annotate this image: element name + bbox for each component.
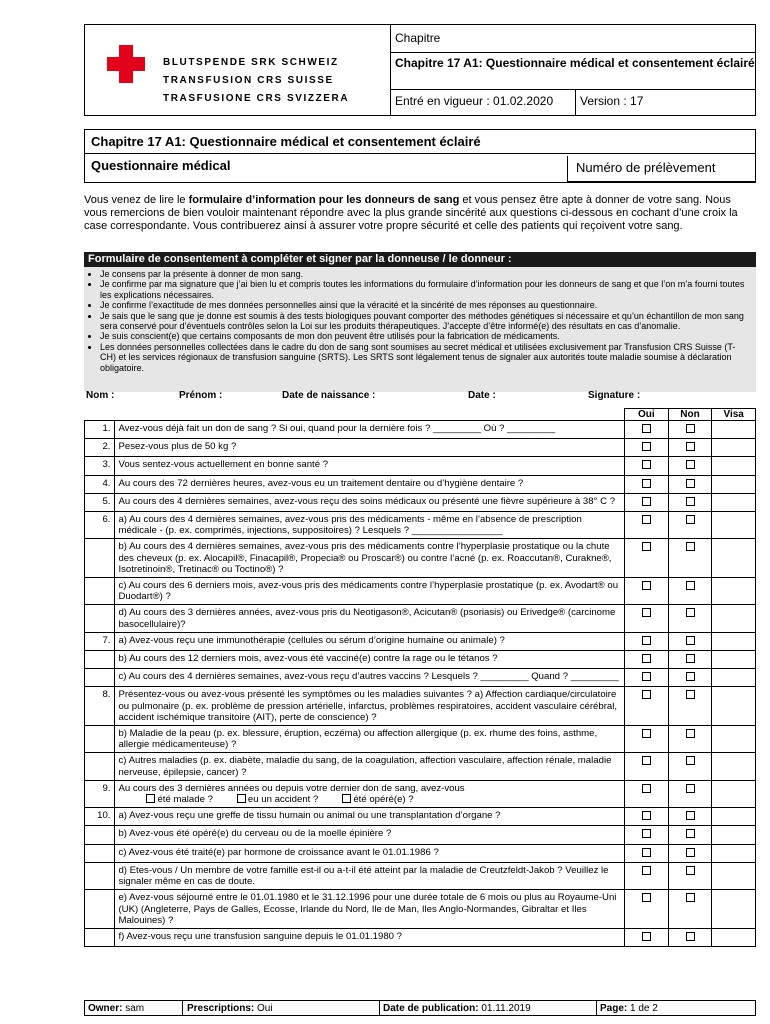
consent-item: • Je suis conscient(e) que certains composants de mon don peuvent être utilisés pour la fabrication de médicaments. [100, 331, 750, 341]
checkbox-non[interactable] [686, 497, 695, 506]
table-row [85, 605, 756, 632]
checkbox-non[interactable] [686, 479, 695, 488]
answer-visa-cell[interactable] [712, 493, 756, 511]
answer-visa-cell[interactable] [712, 844, 756, 862]
question-text [115, 578, 625, 605]
questionnaire-table [84, 408, 756, 947]
page-title: Chapitre 17 A1: Questionnaire médical et consentement éclairé [85, 130, 755, 154]
table-row [85, 475, 756, 493]
answer-oui-cell [625, 457, 669, 475]
checkbox-oui[interactable] [642, 848, 651, 857]
answer-visa-cell[interactable] [712, 687, 756, 726]
answer-oui-cell [625, 578, 669, 605]
prescriptions-label: Prescriptions: [187, 1003, 255, 1014]
intro-before: Vous venez de lire le [84, 194, 189, 206]
answer-oui-cell [625, 780, 669, 807]
table-row [85, 632, 756, 650]
intro-after: et vous pensez être apte à donner de votre sang. Nous vous remercions de bien vouloir maintenant répondre avec la plus grande sincérité aux questions ci-dessous en cochant d’une croix la case correspondante. Vous contribuerez ainsi à assurer votre propre sécurité et celle des patients qui reçoivent votre sang. [84, 194, 738, 232]
intro-bold: formulaire d’information pour les donneurs de sang [188, 194, 460, 206]
answer-oui-cell [625, 605, 669, 632]
question-text [115, 439, 625, 457]
checkbox-non[interactable] [686, 829, 695, 838]
question-number: 2. [85, 439, 115, 457]
option-label: été opéré(e) ? [353, 794, 414, 806]
checkbox-non[interactable] [686, 690, 695, 699]
question-text [115, 512, 625, 539]
question-number [85, 928, 115, 946]
question-number [85, 669, 115, 687]
chapter-label: Chapitre [395, 31, 441, 45]
answer-visa-cell[interactable] [712, 632, 756, 650]
answer-oui-cell [625, 493, 669, 511]
consent-body [84, 267, 756, 392]
question-text [115, 826, 625, 844]
answer-visa-cell[interactable] [712, 726, 756, 753]
page-value: 1 de 2 [630, 1003, 658, 1014]
owner-value: sam [125, 1003, 145, 1014]
answer-non-cell [668, 439, 712, 457]
table-row [85, 890, 756, 929]
answer-non-cell [668, 512, 712, 539]
table-row [85, 687, 756, 726]
question-text [115, 669, 625, 687]
question-text-content: Au cours des 3 dernières années ou depuis votre dernier don de sang, avez-vous [118, 782, 465, 794]
answer-visa-cell[interactable] [712, 753, 756, 780]
option-label: eu un accident ? [247, 794, 319, 806]
question-text [115, 475, 625, 493]
question-text [115, 605, 625, 632]
answer-non-cell [668, 605, 712, 632]
answer-non-cell [668, 457, 712, 475]
checkbox-non[interactable] [686, 729, 695, 738]
consent-item: • Je consens par la présente à donner de mon sang. [100, 269, 750, 279]
checkbox-oui[interactable] [642, 497, 651, 506]
question-text-content: b) Avez-vous été opéré(e) du cerveau ou de la moelle épinière ? [118, 828, 392, 840]
checkbox-non[interactable] [686, 848, 695, 857]
page-label: Page: [600, 1003, 628, 1014]
question-text-content: d) Etes-vous / Un membre de votre famille est-il ou a-t-il été atteint par la maladie de Creutzfeldt-Jakob ? Veuillez le signaler même en cas de doute. [118, 864, 609, 888]
document-footer [84, 1000, 756, 1016]
answer-visa-cell[interactable] [712, 605, 756, 632]
checkbox-oui[interactable] [642, 829, 651, 838]
checkbox-non[interactable] [686, 672, 695, 681]
answer-oui-cell [625, 753, 669, 780]
question-text-content: a) Avez-vous reçu une immunothérapie (cellules ou sérum d’origine humaine ou animale) ? [118, 634, 505, 646]
question-text [115, 808, 625, 826]
question-text-content: c) Avez-vous été traité(e) par hormone de croissance avant le 01.01.1986 ? [118, 846, 439, 858]
question-number: 3. [85, 457, 115, 475]
table-row [85, 862, 756, 889]
col-visa: Visa [712, 409, 756, 421]
checkbox-oui[interactable] [642, 756, 651, 765]
answer-oui-cell [625, 475, 669, 493]
checkbox-oui[interactable] [642, 672, 651, 681]
sample-number-field[interactable]: Numéro de prélèvement [567, 156, 755, 182]
question-number: 8. [85, 687, 115, 726]
question-text [115, 651, 625, 669]
question-number [85, 844, 115, 862]
version: Version : 17 [580, 94, 644, 108]
answer-oui-cell [625, 421, 669, 439]
answer-visa-cell[interactable] [712, 890, 756, 929]
question-text-content: Au cours des 72 dernières heures, avez-vous eu un traitement dentaire ou d’hygiène dentaire ? [118, 477, 524, 489]
question-text [115, 457, 625, 475]
table-row [85, 421, 756, 439]
answer-visa-cell[interactable] [712, 862, 756, 889]
answer-non-cell [668, 780, 712, 807]
table-row [85, 539, 756, 578]
question-text-content: f) Avez-vous reçu une transfusion sanguine depuis le 01.01.1980 ? [118, 930, 403, 942]
col-non: Non [668, 409, 712, 421]
answer-non-cell [668, 687, 712, 726]
question-number: 9. [85, 780, 115, 807]
answer-visa-cell[interactable] [712, 826, 756, 844]
question-text-content: Vous sentez-vous actuellement en bonne santé ? [118, 459, 329, 471]
answer-oui-cell [625, 539, 669, 578]
answer-visa-cell[interactable] [712, 651, 756, 669]
field-prenom[interactable]: Prénom : [179, 390, 223, 401]
checkbox[interactable] [342, 794, 351, 803]
question-text [115, 539, 625, 578]
table-row [85, 457, 756, 475]
document-header [84, 24, 756, 116]
answer-oui-cell [625, 808, 669, 826]
checkbox-oui[interactable] [642, 424, 651, 433]
answer-visa-cell[interactable] [712, 669, 756, 687]
answer-oui-cell [625, 669, 669, 687]
question-text [115, 632, 625, 650]
pub-label: Date de publication: [383, 1003, 479, 1014]
question-text-content: a) Au cours des 4 dernières semaines, avez-vous pris des médicaments - même en l’absence de prescription médicale - (p. ex. comprimés, injections, suppositoires) ? Lesquels ? _________________ [118, 514, 582, 537]
answer-visa-cell[interactable] [712, 578, 756, 605]
org-line-2: TRANSFUSION CRS SUISSE [163, 75, 334, 86]
answer-visa-cell[interactable] [712, 512, 756, 539]
checkbox-oui[interactable] [642, 542, 651, 551]
question-text [115, 844, 625, 862]
checkbox-oui[interactable] [642, 893, 651, 902]
checkbox-non[interactable] [686, 932, 695, 941]
question-number [85, 651, 115, 669]
org-line-3: TRASFUSIONE CRS SVIZZERA [163, 93, 350, 104]
checkbox-non[interactable] [686, 581, 695, 590]
logo-area [85, 25, 391, 115]
checkbox-non[interactable] [686, 811, 695, 820]
question-text-content: c) Au cours des 4 dernières semaines, avez-vous reçu d’autres vaccins ? Lesquels ? _________ Quand ? _________ [118, 671, 619, 683]
checkbox-oui[interactable] [642, 932, 651, 941]
question-text-content: b) Maladie de la peau (p. ex. blessure, éruption, eczéma) ou affection allergique (p. ex. rhume des foins, asthme, allergie médicamenteuse) ? [118, 728, 598, 751]
checkbox-oui[interactable] [642, 515, 651, 524]
question-text [115, 890, 625, 929]
red-cross-icon [107, 45, 145, 83]
question-number: 10. [85, 808, 115, 826]
answer-non-cell [668, 726, 712, 753]
checkbox-oui[interactable] [642, 442, 651, 451]
checkbox-non[interactable] [686, 654, 695, 663]
answer-oui-cell [625, 439, 669, 457]
checkbox[interactable] [237, 794, 246, 803]
answer-visa-cell[interactable] [712, 539, 756, 578]
question-number: 6. [85, 512, 115, 539]
question-text [115, 421, 625, 439]
answer-visa-cell[interactable] [712, 439, 756, 457]
table-row [85, 493, 756, 511]
answer-non-cell [668, 808, 712, 826]
intro-text [84, 194, 756, 233]
question-number: 4. [85, 475, 115, 493]
answer-visa-cell[interactable] [712, 928, 756, 946]
table-row [85, 651, 756, 669]
org-line-1: BLUTSPENDE SRK SCHWEIZ [163, 57, 339, 68]
question-text-content: c) Au cours des 6 derniers mois, avez-vous pris des médicaments contre l’hyperplasie prostatique (p. ex. Avodart® ou Duodart®) ? [118, 580, 619, 603]
question-number [85, 862, 115, 889]
prescriptions-value: Oui [257, 1003, 273, 1014]
effective-date: Entré en vigueur : 01.02.2020 [395, 94, 554, 108]
question-text [115, 928, 625, 946]
checkbox-oui[interactable] [642, 479, 651, 488]
checkbox-non[interactable] [686, 442, 695, 451]
answer-non-cell [668, 493, 712, 511]
question-number: 7. [85, 632, 115, 650]
answer-oui-cell [625, 632, 669, 650]
question-number [85, 605, 115, 632]
checkbox-non[interactable] [686, 515, 695, 524]
question-number: 5. [85, 493, 115, 511]
table-row [85, 578, 756, 605]
table-row [85, 512, 756, 539]
checkbox-non[interactable] [686, 893, 695, 902]
table-row [85, 753, 756, 780]
answer-visa-cell[interactable] [712, 780, 756, 807]
page-subtitle: Questionnaire médical [91, 158, 231, 173]
question-text [115, 687, 625, 726]
field-date[interactable]: Date : [468, 390, 496, 401]
answer-oui-cell [625, 512, 669, 539]
table-row [85, 808, 756, 826]
question-number: 1. [85, 421, 115, 439]
question-number [85, 753, 115, 780]
answer-non-cell [668, 862, 712, 889]
consent-item: • Les données personnelles collectées dans le cadre du don de sang sont soumises au secret médical et utilisées exclusivement par Transfusion CRS Suisse (T-CH) et les services régionaux de transfusion sanguine (SRTS). Les SRTS sont légalement tenus de signaler aux autorités toute maladie soumise à déclaration obligatoire. [100, 342, 750, 373]
answer-non-cell [668, 421, 712, 439]
question-text-content: b) Au cours des 4 dernières semaines, avez-vous pris des médicaments contre l’hyperplasie prostatique ou la chute des cheveux (p. ex. Alocapil®, Finacapil®, Propecia® ou Proscar®) ou contre l’acné (p. ex. Roaccutan®, Curakne®, Isotretinoin®, Tretinac® ou Toctino®) ? [118, 541, 612, 575]
question-number [85, 539, 115, 578]
checkbox-oui[interactable] [642, 784, 651, 793]
checkbox-non[interactable] [686, 424, 695, 433]
col-oui: Oui [625, 409, 669, 421]
question-text-content: c) Autres maladies (p. ex. diabète, maladie du sang, de la coagulation, affection vasculaire, affection rénale, maladie nerveuse, épilepsie, cancer) ? [118, 755, 612, 778]
answer-visa-cell[interactable] [712, 475, 756, 493]
table-row [85, 928, 756, 946]
question-text [115, 753, 625, 780]
question-text [115, 726, 625, 753]
answer-non-cell [668, 475, 712, 493]
checkbox-oui[interactable] [642, 811, 651, 820]
checkbox-non[interactable] [686, 460, 695, 469]
answer-non-cell [668, 651, 712, 669]
table-row [85, 780, 756, 807]
checkbox-oui[interactable] [642, 636, 651, 645]
question-text-content: Présentez-vous ou avez-vous présenté les symptômes ou les maladies suivantes ? a) Affection cardiaque/circulatoire ou pulmonaire (p. ex. problème de pression artérielle, infarctus, problèmes respiratoires, accident vasculaire cérébral, accident ischémique transitoire (AIT), perte de conscience) ? [118, 689, 618, 723]
question-number [85, 578, 115, 605]
question-number [85, 890, 115, 929]
answer-visa-cell[interactable] [712, 808, 756, 826]
field-nom[interactable]: Nom : [86, 390, 115, 401]
chapter-title: Chapitre 17 A1: Questionnaire médical et consentement éclairé [395, 56, 755, 70]
checkbox-non[interactable] [686, 542, 695, 551]
checkbox-oui[interactable] [642, 729, 651, 738]
question-text [115, 493, 625, 511]
checkbox-oui[interactable] [642, 581, 651, 590]
question-text [115, 862, 625, 889]
checkbox-oui[interactable] [642, 608, 651, 617]
answer-non-cell [668, 632, 712, 650]
checkbox-oui[interactable] [642, 460, 651, 469]
question-text-content: Avez-vous déjà fait un don de sang ? Si oui, quand pour la dernière fois ? _________ Où ? _________ [118, 423, 556, 434]
answer-non-cell [668, 669, 712, 687]
consent-item: • Je confirme l’exactitude de mes données personnelles ainsi que la véracité et la sincérité de mes réponses au questionnaire. [100, 300, 750, 310]
checkbox-non[interactable] [686, 784, 695, 793]
answer-oui-cell [625, 928, 669, 946]
pub-value: 01.11.2019 [481, 1003, 531, 1014]
answer-oui-cell [625, 826, 669, 844]
checkbox-non[interactable] [686, 636, 695, 645]
answer-non-cell [668, 753, 712, 780]
option-label: été malade ? [157, 794, 213, 806]
checkbox-non[interactable] [686, 756, 695, 765]
answer-oui-cell [625, 890, 669, 929]
checkbox-non[interactable] [686, 866, 695, 875]
question-text-content: a) Avez-vous reçu une greffe de tissu humain ou animal ou une transplantation d’organe ? [118, 810, 501, 822]
checkbox-oui[interactable] [642, 654, 651, 663]
question-number [85, 826, 115, 844]
question-text [115, 780, 625, 807]
answer-non-cell [668, 539, 712, 578]
question-text-content: b) Au cours des 12 derniers mois, avez-vous été vacciné(e) contre la rage ou le tétanos ? [118, 653, 498, 665]
question-text-content: d) Au cours des 3 dernières années, avez-vous pris du Neotigason®, Acicutan® (psoriasis) ou Erivedge® (carcinome basocellulaire)? [118, 607, 616, 630]
checkbox-oui[interactable] [642, 866, 651, 875]
answer-non-cell [668, 844, 712, 862]
table-row [85, 439, 756, 457]
table-row [85, 826, 756, 844]
signature-fields [84, 390, 756, 402]
question-text-content: e) Avez-vous séjourné entre le 01.01.1980 et le 31.12.1996 pour une durée totale de 6 mois ou plus au Royaume-Uni (UK) (Angleterre, Pays de Galles, Ecosse, Irlande du Nord, Ile de Man, Iles Anglo-Normandes, Gibraltar et Iles Malouines) ? [118, 892, 617, 926]
checkbox-oui[interactable] [642, 690, 651, 699]
answer-non-cell [668, 578, 712, 605]
answer-oui-cell [625, 687, 669, 726]
checkbox-non[interactable] [686, 608, 695, 617]
answer-oui-cell [625, 726, 669, 753]
question-text-content: Pesez-vous plus de 50 kg ? [118, 441, 237, 453]
answer-oui-cell [625, 862, 669, 889]
checkbox[interactable] [146, 794, 155, 803]
answer-non-cell [668, 826, 712, 844]
answer-visa-cell[interactable] [712, 457, 756, 475]
table-row [85, 844, 756, 862]
field-signature[interactable]: Signature : [588, 390, 641, 401]
question-text-content: Au cours des 4 dernières semaines, avez-vous reçu des soins médicaux ou présenté une fièvre supérieure à 38° C ? [118, 495, 616, 507]
title-block [84, 129, 756, 183]
answer-oui-cell [625, 844, 669, 862]
consent-item: • Je sais que le sang que je donne est soumis à des tests biologiques pouvant comporter des méthodes génétiques si nécessaire et qu’un échantillon de mon sang sera conservé pour d’éventuels contrôles selon la Loi sur les produits thérapeutiques. J’accepte d’être informé(e) des résultats en cas d’anomalie. [100, 311, 750, 332]
consent-item: • Je confirme par ma signature que j’ai bien lu et compris toutes les informations du formulaire d’information pour les donneurs de sang et que l’on m’a fourni toutes les explications nécessaires. [100, 279, 750, 300]
question-number [85, 726, 115, 753]
table-row [85, 669, 756, 687]
answer-non-cell [668, 890, 712, 929]
answer-visa-cell[interactable] [712, 421, 756, 439]
consent-heading: Formulaire de consentement à compléter et signer par la donneuse / le donneur : [84, 252, 756, 267]
answer-oui-cell [625, 651, 669, 669]
table-row [85, 726, 756, 753]
answer-non-cell [668, 928, 712, 946]
owner-label: Owner: [88, 1003, 123, 1014]
field-date-naissance[interactable]: Date de naissance : [282, 390, 376, 401]
